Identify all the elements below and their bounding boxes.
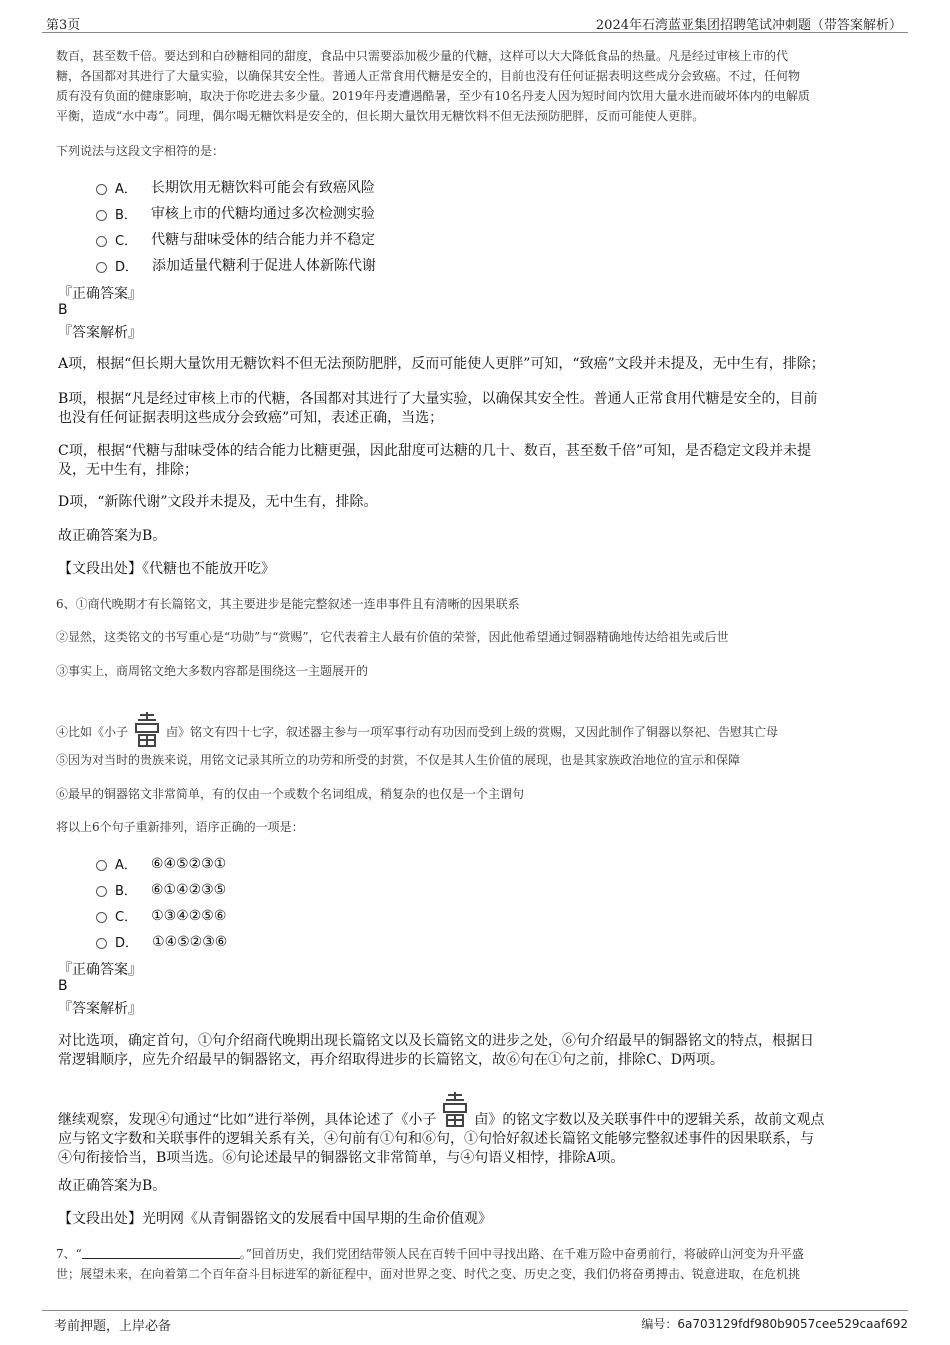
ancient-character-glyph-icon bbox=[438, 1090, 472, 1130]
question-6-prompt: 将以上6个句子重新排列，语序正确的一项是： bbox=[56, 820, 304, 834]
q6-option-a[interactable]: A． ⑥④⑤②③① bbox=[96, 854, 226, 873]
analysis-label: 『答案解析』 bbox=[58, 325, 142, 341]
q6-analysis-conclusion: 故正确答案为B。 bbox=[58, 1178, 167, 1194]
q5-option-d[interactable]: D． 添加适量代糖利于促进人体新陈代谢 bbox=[96, 255, 376, 275]
question-7: 7、“ 。”回首历史，我们党团结带领人民在百转千回中寻找出路、在千难万险中奋勇前行，将破碎山河变为升平盛 世；展望未来，在向着第二个百年奋斗目标进军的新征程中，面对世界之变、时代之变、历史之变，我们仍将奋勇搏击、锐意进取，在危机挑 bbox=[56, 1247, 804, 1281]
q6-option-b[interactable]: B． ⑥①④②③⑤ bbox=[96, 880, 226, 899]
q6-analysis-paragraph-2: 继续观察，发现④句通过“比如”进行举例，具体论述了《小子 卣》的铭文字数以及关联事件中的逻辑关系，故前文观点 应与铭文字数和关联事件的逻辑关系有关，④句前有①句和⑥句，①句恰好叙述长篇铭文能够完整叙述事件的因果联系，与 ④句衔接恰当，B项当选。⑥句论述最早的铜器铭文非常简单，与④句语义相悖，排除A项。 bbox=[58, 1090, 888, 1168]
q5-option-a[interactable]: A． 长期饮用无糖饮料可能会有致癌风险 bbox=[96, 177, 375, 197]
footer-slogan: 考前押题，上岸必备 bbox=[54, 1319, 172, 1334]
fill-in-blank bbox=[82, 1246, 240, 1259]
radio-icon[interactable] bbox=[96, 886, 107, 897]
document-id: 编号：6a703129fdf980b9057cee529caaf692 bbox=[641, 1317, 908, 1331]
passage-5 bbox=[56, 46, 896, 126]
document-title: 2024年石湾蓝亚集团招聘笔试冲刺题（带答案解析） bbox=[595, 18, 902, 33]
q6-option-c[interactable]: C． ①③④②⑤⑥ bbox=[96, 906, 226, 925]
analysis-b: B项，根据“凡是经过审核上市的代糖，各国都对其进行了大量实验，以确保其安全性。普通人正常食用代糖是安全的，目前 也没有任何证据表明这些成分会致癌”可知，表述正确，当选； bbox=[58, 391, 818, 426]
q6-sentence-1: 6、①商代晚期才有长篇铭文，其主要进步是能完整叙述一连串事件且有清晰的因果联系 bbox=[56, 597, 520, 611]
q6-sentence-6: ⑥最早的铜器铭文非常简单，有的仅由一个或数个名词组成，稍复杂的也仅是一个主谓句 bbox=[56, 787, 525, 801]
radio-icon[interactable] bbox=[96, 938, 107, 949]
analysis-conclusion: 故正确答案为B。 bbox=[58, 528, 167, 544]
analysis-a: A项，根据“但长期大量饮用无糖饮料不但无法预防肥胖，反而可能使人更胖”可知，“致癌”文段并未提及，无中生有，排除； bbox=[58, 356, 825, 372]
passage-source: 【文段出处】《代糖也不能放开吃》 bbox=[58, 561, 275, 577]
correct-answer-label: 『正确答案』 bbox=[58, 962, 142, 978]
q6-sentence-3: ③事实上，商周铭文绝大多数内容都是围绕这一主题展开的 bbox=[56, 664, 369, 678]
passage-line: 糖，各国都对其进行了大量实验，以确保其安全性。普通人正常食用代糖是安全的，目前也没有任何证据表明这些成分会致癌。不过，任何物 bbox=[56, 69, 801, 83]
analysis-label: 『答案解析』 bbox=[58, 1001, 142, 1017]
radio-icon[interactable] bbox=[96, 262, 107, 273]
page-header bbox=[42, 10, 908, 33]
passage-line: 平衡，造成“水中毒”。同理，偶尔喝无糖饮料是安全的，但长期大量饮用无糖饮料不但无法预防肥胖，反而可能使人更胖。 bbox=[56, 109, 705, 123]
q5-option-c[interactable]: C． 代糖与甜味受体的结合能力并不稳定 bbox=[96, 229, 375, 249]
page-footer bbox=[42, 1310, 908, 1335]
analysis-c: C项，根据“代糖与甜味受体的结合能力比糖更强，因此甜度可达糖的几十、数百，甚至数千倍”可知，是否稳定文段并未提 及，无中生有，排除； bbox=[58, 443, 812, 478]
q6-analysis-paragraph-1: 对比选项，确定首句，①句介绍商代晚期出现长篇铭文以及长篇铭文的进步之处，⑥句介绍最早的铜器铭文的特点，根据日 常逻辑顺序，应先介绍最早的铜器铭文，再介绍取得进步的长篇铭文，故⑥句在①句之前，排除C、D两项。 bbox=[58, 1033, 814, 1068]
passage-line: 质有没有负面的健康影响，取决于你吃进去多少量。2019年丹麦遭遇酷暑，至少有10名丹麦人因为短时间内饮用大量水进而破坏体内的电解质 bbox=[56, 89, 810, 103]
q6-sentence-2: ②显然，这类铭文的书写重心是“功勋”与“赏赐”，它代表着主人最有价值的荣誉，因此他希望通过铜器精确地传达给祖先或后世 bbox=[56, 630, 729, 644]
ancient-character-glyph-icon bbox=[130, 710, 164, 750]
q5-option-b[interactable]: B． 审核上市的代糖均通过多次检测实验 bbox=[96, 203, 375, 223]
radio-icon[interactable] bbox=[96, 210, 107, 221]
correct-answer-value: B bbox=[58, 302, 68, 318]
question-5-prompt: 下列说法与这段文字相符的是： bbox=[56, 144, 225, 158]
radio-icon[interactable] bbox=[96, 236, 107, 247]
q6-sentence-5: ⑤因为对当时的贵族来说，用铭文记录其所立的功劳和所受的封赏，不仅是其人生价值的展现，也是其家族政治地位的宣示和保障 bbox=[56, 753, 741, 767]
correct-answer-label: 『正确答案』 bbox=[58, 286, 142, 302]
page-number: 第3页 bbox=[46, 18, 81, 33]
correct-answer-value: B bbox=[58, 978, 68, 994]
analysis-d: D项，“新陈代谢”文段并未提及，无中生有，排除。 bbox=[58, 494, 378, 510]
q6-sentence-4: ④比如《小子 卣》铭文有四十七字，叙述器主参与一项军事行动有功因而受到上级的赏赐，又因此制作了铜器以祭祀、告慰其亡母 bbox=[56, 710, 896, 750]
q6-option-d[interactable]: D． ①④⑤②③⑥ bbox=[96, 932, 227, 951]
radio-icon[interactable] bbox=[96, 860, 107, 871]
q6-passage-source: 【文段出处】光明网《从青铜器铭文的发展看中国早期的生命价值观》 bbox=[58, 1211, 492, 1227]
passage-line: 数百，甚至数千倍。要达到和白砂糖相同的甜度，食品中只需要添加极少量的代糖，这样可以大大降低食品的热量。凡是经过审核上市的代 bbox=[56, 49, 789, 63]
radio-icon[interactable] bbox=[96, 912, 107, 923]
radio-icon[interactable] bbox=[96, 184, 107, 195]
